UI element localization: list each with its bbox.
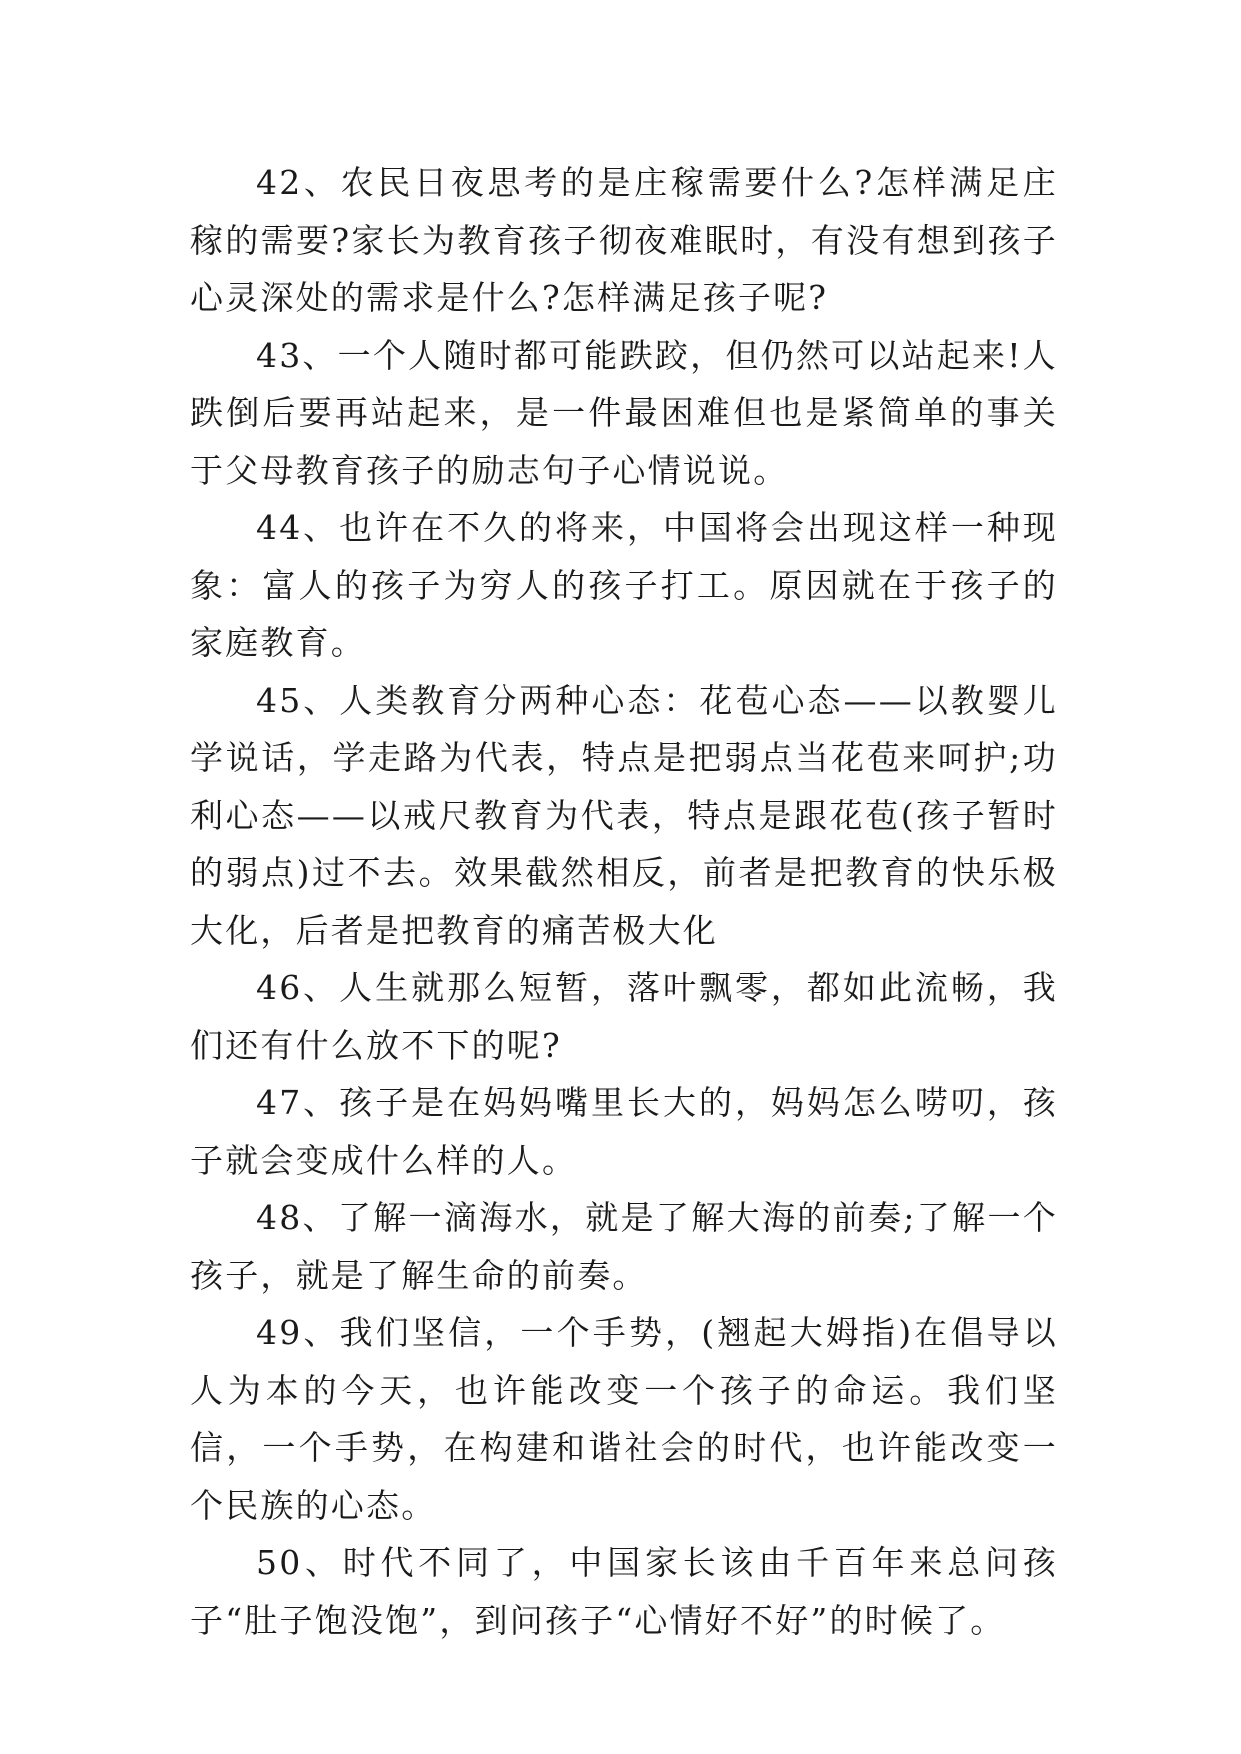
paragraph-44: 44、也许在不久的将来，中国将会出现这样一种现象：富人的孩子为穷人的孩子打工。原因就在于孩子的家庭教育。: [190, 508, 1058, 662]
paragraph-48: 48、了解一滴海水，就是了解大海的前奏;了解一个孩子，就是了解生命的前奏。: [190, 1198, 1058, 1295]
paragraph-46: 46、人生就那么短暂，落叶飘零，都如此流畅，我们还有什么放不下的呢?: [190, 968, 1058, 1065]
paragraph-50: 50、时代不同了，中国家长该由千百年来总问孩子“肚子饱没饱”，到问孩子“心情好不好”的时候了。: [190, 1543, 1058, 1640]
document-body: [190, 154, 1058, 1649]
paragraph-45: 45、人类教育分两种心态：花苞心态——以教婴儿学说话，学走路为代表，特点是把弱点当花苞来呵护;功利心态——以戒尺教育为代表，特点是跟花苞(孩子暂时的弱点)过不去。效果截然相反，前者是把教育的快乐极大化，后者是把教育的痛苦极大化: [190, 680, 1058, 950]
paragraph-47: 47、孩子是在妈妈嘴里长大的，妈妈怎么唠叨，孩子就会变成什么样的人。: [190, 1083, 1058, 1180]
paragraph-49: 49、我们坚信，一个手势，(翘起大姆指)在倡导以人为本的今天，也许能改变一个孩子的命运。我们坚信，一个手势，在构建和谐社会的时代，也许能改变一个民族的心态。: [190, 1313, 1058, 1525]
paragraph-43: 43、一个人随时都可能跌跤，但仍然可以站起来!人跌倒后要再站起来，是一件最困难但也是紧简单的事关于父母教育孩子的励志句子心情说说。: [190, 335, 1058, 490]
paragraph-42: 42、农民日夜思考的是庄稼需要什么?怎样满足庄稼的需要?家长为教育孩子彻夜难眠时，有没有想到孩子心灵深处的需求是什么?怎样满足孩子呢?: [190, 163, 1058, 317]
